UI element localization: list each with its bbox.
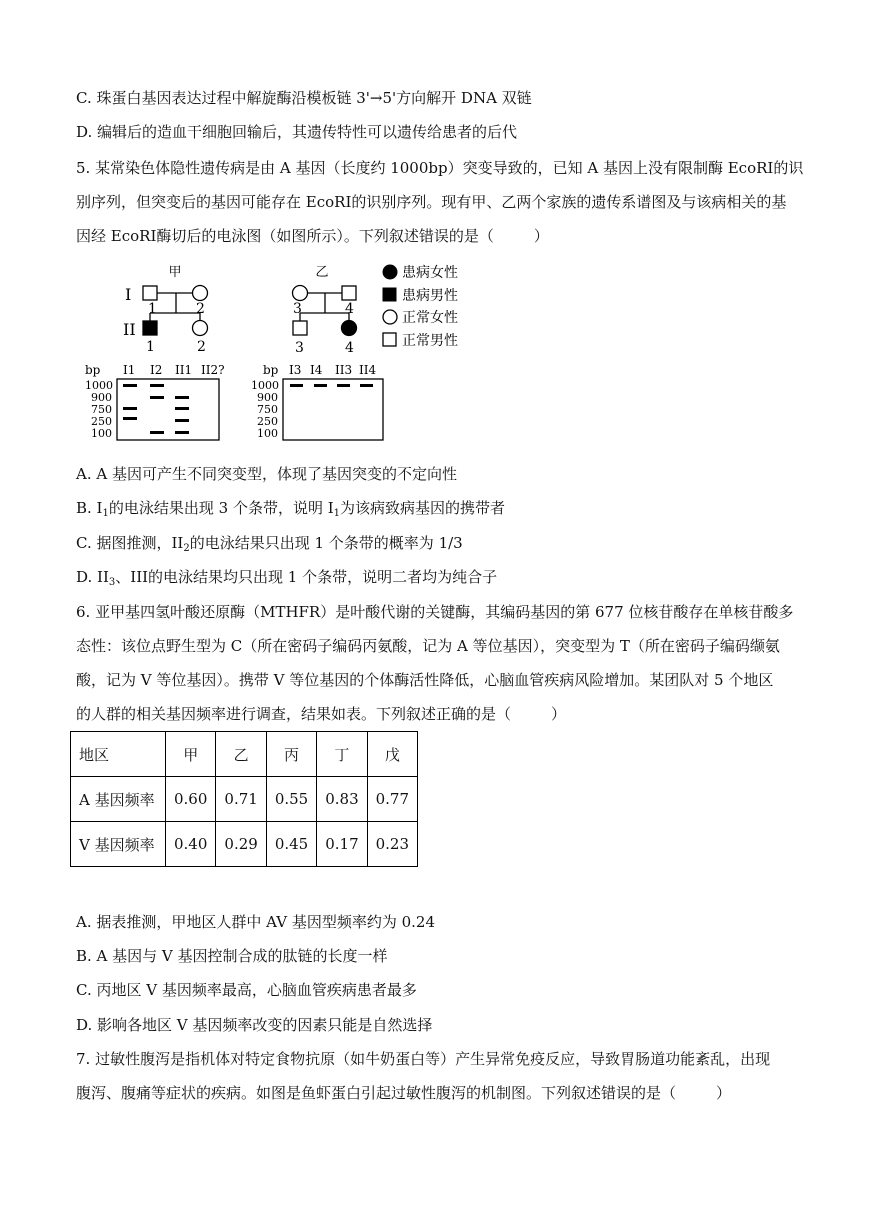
pedigree-and-gel-figure	[80, 258, 480, 448]
table-header-cell: 地区	[71, 732, 166, 777]
gel-yi-frame	[283, 379, 383, 440]
gel-yi-col-ii4: II4	[359, 363, 377, 377]
question-7-line2: 腹泻、腹痛等症状的疾病。如图是鱼虾蛋白引起过敏性腹泻的机制图。下列叙述错误的是（ ）	[76, 1084, 732, 1102]
gene-frequency-table	[70, 731, 418, 867]
gel-yi-tick-900: 900	[257, 391, 278, 404]
jia-ii2-number: 2	[197, 339, 206, 355]
table-header-cell: 乙	[216, 732, 266, 777]
table-cell: 0.23	[367, 822, 417, 867]
table-header-row	[71, 732, 418, 777]
table-row	[71, 777, 418, 822]
table-header-cell: 甲	[166, 732, 216, 777]
table-cell: 0.55	[266, 777, 316, 822]
table-cell: 0.45	[266, 822, 316, 867]
generation-ii-label: II	[123, 320, 136, 339]
q6-option-a: A. 据表推测，甲地区人群中 AV 基因型频率约为 0.24	[76, 913, 435, 931]
table-header-cell: 戊	[367, 732, 417, 777]
gel-jia-col-ii2: II2?	[201, 363, 225, 377]
legend-affected-female-symbol	[383, 265, 397, 279]
legend-normal-male-symbol	[383, 333, 396, 346]
gel-yi-bp-label: bp	[263, 363, 279, 377]
legend-normal-male: 正常男性	[402, 333, 458, 349]
gel-yi-col-i3: I3	[289, 363, 302, 377]
q6-option-b: B. A 基因与 V 基因控制合成的肽链的长度一样	[76, 947, 388, 965]
table-cell: 0.40	[166, 822, 216, 867]
gel-jia-tick-250: 250	[91, 415, 112, 428]
gel-jia-tick-1000: 1000	[85, 379, 113, 392]
q6-option-c: C. 丙地区 V 基因频率最高，心脑血管疾病患者最多	[76, 981, 417, 999]
gel-jia-tick-750: 750	[91, 403, 112, 416]
legend-normal-female-symbol	[383, 310, 397, 324]
question-7-line1: 7. 过敏性腹泻是指机体对特定食物抗原（如牛奶蛋白等）产生异常免疫反应，导致胃肠道功能紊乱，出现	[76, 1050, 771, 1068]
yi-i3-number: 3	[293, 301, 302, 317]
generation-i-label: I	[125, 285, 132, 304]
yi-i4-number: 4	[345, 301, 354, 317]
table-cell: A 基因频率	[71, 777, 166, 822]
table-header-cell: 丙	[266, 732, 316, 777]
legend-affected-female: 患病女性	[402, 265, 458, 281]
question-5-line3: 因经 EcoRI酶切后的电泳图（如图所示）。下列叙述错误的是（ ）	[76, 227, 549, 245]
question-6-line1: 6. 亚甲基四氢叶酸还原酶（MTHFR）是叶酸代谢的关键酶，其编码基因的第 677 位核苷酸存在单核苷酸多	[76, 603, 794, 621]
gel-yi-col-i4: I4	[310, 363, 323, 377]
jia-i1-number: 1	[148, 301, 157, 317]
gel-jia-bp-label: bp	[85, 363, 101, 377]
q6-option-d: D. 影响各地区 V 基因频率改变的因素只能是自然选择	[76, 1016, 433, 1034]
gel-yi-tick-1000: 1000	[251, 379, 279, 392]
table-header-cell: 丁	[317, 732, 367, 777]
question-5-line2: 别序列，但突变后的基因可能存在 EcoRI的识别序列。现有甲、乙两个家族的遗传系谱图及与该病相关的基	[76, 193, 787, 211]
yi-ii4-number: 4	[345, 340, 354, 356]
jia-ii1-number: 1	[146, 339, 155, 355]
gel-jia-col-i1: I1	[123, 363, 136, 377]
question-6-line2: 态性：该位点野生型为 C（所在密码子编码丙氨酸，记为 A 等位基因），突变型为 T（所在密码子编码缬氨	[76, 637, 780, 655]
gel-jia-tick-100: 100	[91, 427, 112, 440]
question-6-line3: 酸，记为 V 等位基因）。携带 V 等位基因的个体酶活性降低，心脑血管疾病风险增加。某团队对 5 个地区	[76, 671, 774, 689]
table-cell: 0.29	[216, 822, 266, 867]
gel-jia-col-ii1: II1	[175, 363, 193, 377]
table-cell: 0.77	[367, 777, 417, 822]
question-6-line4: 的人群的相关基因频率进行调查，结果如表。下列叙述正确的是（ ）	[76, 705, 567, 723]
option-d: D. 编辑后的造血干细胞回输后，其遗传特性可以遗传给患者的后代	[76, 123, 518, 141]
legend-affected-male: 患病男性	[402, 288, 458, 304]
jia-i2-number: 2	[196, 301, 205, 317]
table-cell: V 基因频率	[71, 822, 166, 867]
family-yi-label: 乙	[315, 265, 329, 280]
table-cell: 0.83	[317, 777, 367, 822]
question-5-line1: 5. 某常染色体隐性遗传病是由 A 基因（长度约 1000bp）突变导致的，已知 A 基因上没有限制酶 EcoRI的识	[76, 159, 804, 177]
table-cell: 0.71	[216, 777, 266, 822]
table-cell: 0.17	[317, 822, 367, 867]
q5-option-b: B. $I_1$的电泳结果出现 3 个条带，说明 $I_1$为该病致病基因的携带者	[76, 499, 506, 519]
gel-jia-col-i2: I2	[150, 363, 163, 377]
legend-normal-female: 正常女性	[402, 310, 458, 326]
option-c: C. 珠蛋白基因表达过程中解旋酶沿模板链 3'→5'方向解开 DNA 双链	[76, 89, 532, 107]
gel-jia-tick-900: 900	[91, 391, 112, 404]
gel-yi-col-ii3: II3	[335, 363, 353, 377]
q5-option-a: A. A 基因可产生不同突变型，体现了基因突变的不定向性	[76, 465, 457, 483]
family-jia-label: 甲	[168, 265, 182, 280]
q5-option-d: D. $II_3$、III的电泳结果均只出现 1 个条带，说明二者均为纯合子	[76, 568, 498, 588]
legend-affected-male-symbol	[383, 288, 396, 301]
gel-yi-tick-250: 250	[257, 415, 278, 428]
gel-yi-tick-100: 100	[257, 427, 278, 440]
gel-yi-tick-750: 750	[257, 403, 278, 416]
q5-option-c: C. 据图推测，$II_2$的电泳结果只出现 1 个条带的概率为 1/3	[76, 534, 463, 554]
yi-ii3-number: 3	[295, 340, 304, 356]
table-row	[71, 822, 418, 867]
table-cell: 0.60	[166, 777, 216, 822]
